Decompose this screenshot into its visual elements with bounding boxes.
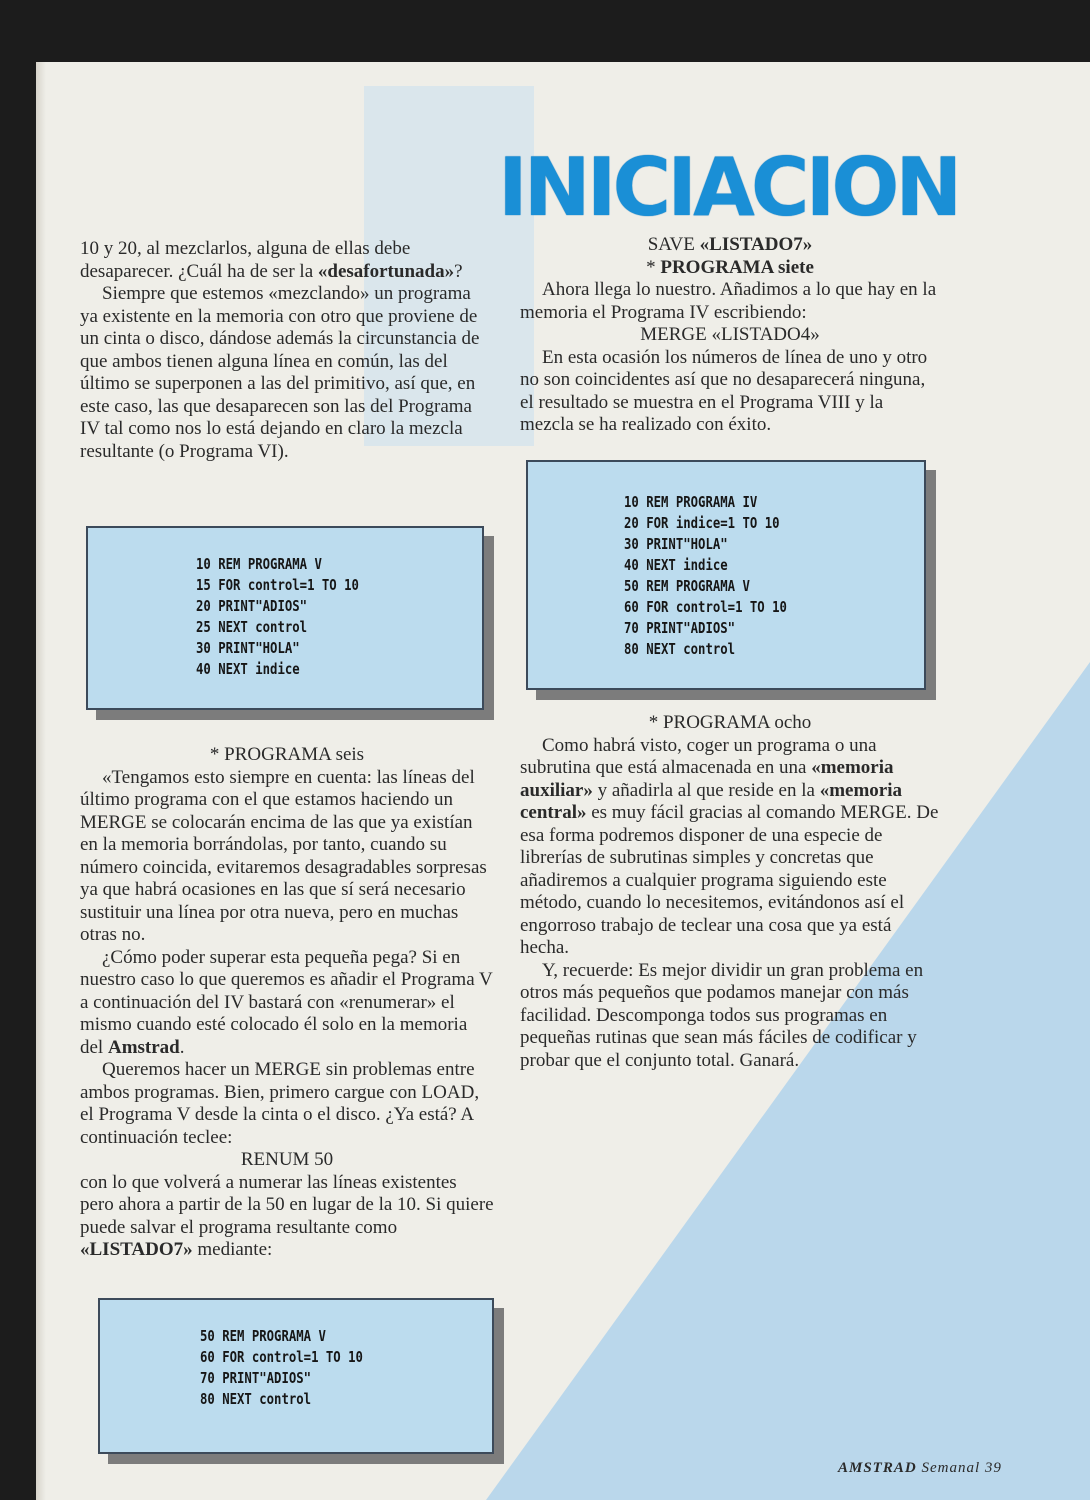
footer-edition: Semanal <box>921 1460 981 1476</box>
paragraph: «Tengamos esto siempre en cuenta: las líneas del último programa con el que estamos haciendo un MERGE se colocarán encima de las que ya existían en la memoria borrándolas, por tanto, cuando su número coincida, evitaremos desagradables sorpresas ya que habrá ocasiones en las que sí será necesario sustituir una línea por otra nueva, pero en muchas otras no. <box>80 766 487 945</box>
right-column-top <box>520 234 940 437</box>
page-title: INICIACION <box>498 141 959 234</box>
listing-program-viii <box>526 460 926 690</box>
code-lines: 10 REM PROGRAMA V 15 FOR control=1 TO 10 20 PRINT"ADIOS" 25 NEXT control 30 PRINT"HOLA" 40 NEXT indice <box>196 555 359 678</box>
paragraph: Y, recuerde: Es mejor dividir un gran problema en otros más pequeños que podamos manejar con más facilidad. Descomponga todos sus programas en pequeñas rutinas que sean más fáciles de codificar y probar que el conjunto total. Ganará. <box>520 959 924 1071</box>
paragraph: En esta ocasión los números de línea de uno y otro no son coincidentes así que no desaparecerá ninguna, el resultado se muestra en el Programa VIII y la mezcla se ha realizado con éxito. <box>520 346 928 435</box>
listing-program-renumbered <box>98 1298 494 1454</box>
paragraph: 10 y 20, al mezclarlos, alguna de ellas debe desaparecer. ¿Cuál ha de ser la «desafortunada»? <box>80 238 463 282</box>
paragraph: Siempre que estemos «mezclando» un programa ya existente en la memoria con otro que proviene de un cinta o disco, dándose además la circunstancia de que ambos tienen alguna línea en común, las del último se superponen a las del primitivo, así que, en este caso, las que desaparecen son las del Programa IV tal como nos lo está dejando en claro la mezcla resultante (o Programa VI). <box>80 283 480 462</box>
section-heading-programa-seis: * PROGRAMA seis <box>209 744 365 765</box>
code-lines: 50 REM PROGRAMA V 60 FOR control=1 TO 10 70 PRINT"ADIOS" 80 NEXT control <box>200 1327 363 1408</box>
paragraph: ¿Cómo poder superar esta pequeña pega? Si en nuestro caso lo que queremos es añadir el Programa V a continuación del IV bastará con «renumerar» el mismo cuando esté colocado él solo en la memoria del Amstrad. <box>80 946 493 1058</box>
magazine-page <box>36 62 1090 1500</box>
left-column-top <box>80 238 480 463</box>
listing-program-v <box>86 526 484 710</box>
section-heading-programa-ocho: * PROGRAMA ocho <box>648 712 812 733</box>
paragraph: Queremos hacer un MERGE sin problemas entre ambos programas. Bien, primero cargue con LOAD, el Programa V desde la cinta o el disco. ¿Ya está? A continuación teclee: <box>80 1059 480 1148</box>
section-heading-programa-siete: * PROGRAMA siete <box>646 256 814 278</box>
left-column-bottom <box>80 744 494 1262</box>
code-lines: 10 REM PROGRAMA IV 20 FOR indice=1 TO 10 30 PRINT"HOLA" 40 NEXT indice 50 REM PROGRAMA V 60 FOR control=1 TO 10 70 PRINT"ADIOS" 80 NEXT control <box>624 493 787 658</box>
command-merge: MERGE «LISTADO4» <box>640 324 820 345</box>
paragraph: Como habrá visto, coger un programa o una subrutina que está almacenada en una «memoria auxiliar» y añadirla al que reside en la «memoria central» es muy fácil gracias al comando MERGE. De esa forma podremos disponer de una especie de librerías de subrutinas simples y concretas que añadiremos a cualquier programa siguiendo este método, cuando lo necesitemos, evitándonos así el engorroso trabajo de teclear una cosa que ya está hecha. <box>520 734 939 958</box>
command-save: SAVE «LISTADO7» <box>647 234 813 255</box>
page-footer <box>838 1460 1002 1477</box>
paragraph: con lo que volverá a numerar las líneas existentes pero ahora a partir de la 50 en lugar de la 10. Si quiere puede salvar el programa resultante como «LISTADO7» mediante: <box>80 1171 494 1260</box>
footer-magazine: AMSTRAD <box>838 1460 917 1476</box>
footer-page-number: 39 <box>984 1460 1002 1476</box>
command-renum: RENUM 50 <box>240 1149 334 1170</box>
right-column-bottom <box>520 712 940 1072</box>
paragraph: Ahora llega lo nuestro. Añadimos a lo que hay en la memoria el Programa IV escribiendo: <box>520 279 937 323</box>
